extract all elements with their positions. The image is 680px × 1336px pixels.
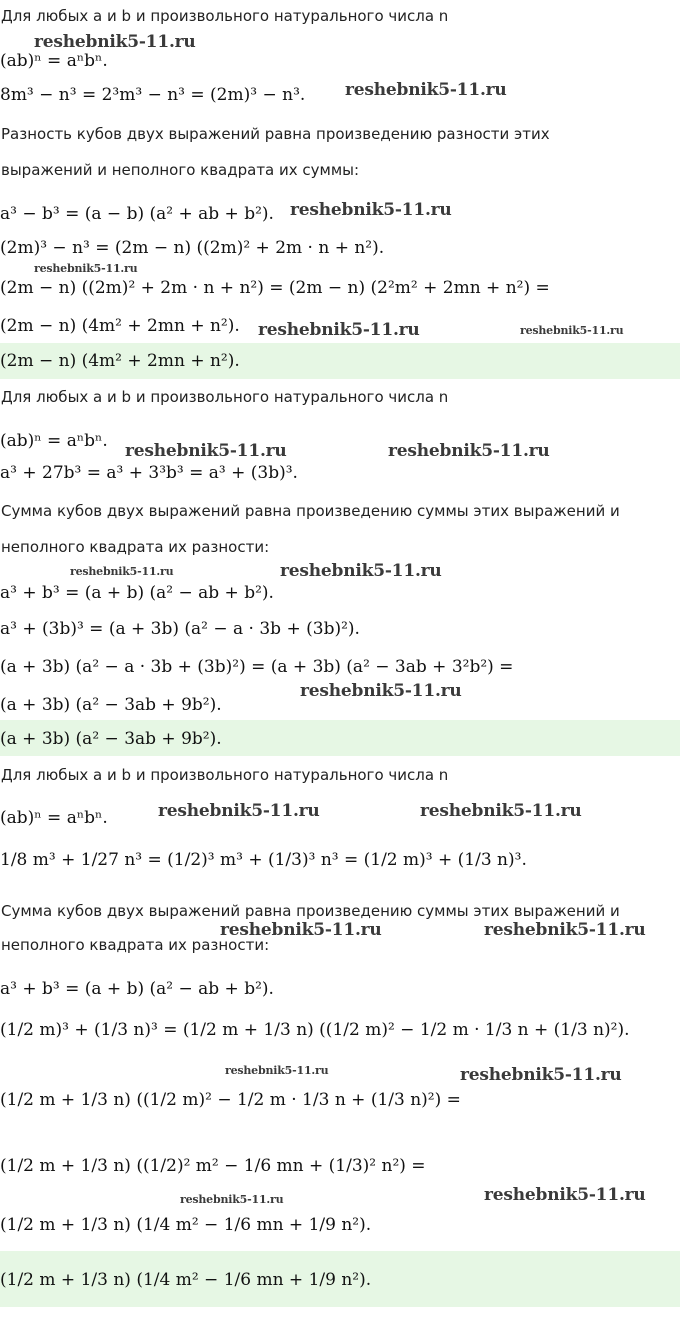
section-3-rewrite: 1/8 m³ + 1/27 n³ = (1/2)³ m³ + (1/3)³ n³ = (1/2 m)³ + (1/3 n)³. [0,850,527,870]
section-1-answer: (2m − n) (4m² + 2mn + n²). [0,351,240,371]
watermark: reshebnik5-11.ru [70,565,174,578]
section-2-step-2: (a + 3b) (a² − a · 3b + (3b)²) = (a + 3b) (a² − 3ab + 3²b²) = [0,657,514,677]
watermark: reshebnik5-11.ru [34,262,138,275]
section-3-rule-line-2: неполного квадрата их разности: [1,936,270,954]
section-1-identity: (ab)ⁿ = aⁿbⁿ. [0,51,108,71]
section-2-answer: (a + 3b) (a² − 3ab + 9b²). [0,729,222,749]
section-3-answer: (1/2 m + 1/3 n) (1/4 m² − 1/6 mn + 1/9 n²). [0,1270,372,1290]
watermark: reshebnik5-11.ru [158,801,320,821]
watermark: reshebnik5-11.ru [180,1193,284,1206]
section-3-rule-line-1: Сумма кубов двух выражений равна произведению суммы этих выражений и [1,902,620,920]
section-3-step-3: (1/2 m + 1/3 n) ((1/2)² m² − 1/6 mn + (1/3)² n²) = [0,1156,426,1176]
watermark: reshebnik5-11.ru [420,801,582,821]
watermark: reshebnik5-11.ru [225,1064,329,1077]
watermark: reshebnik5-11.ru [220,920,382,940]
section-2-formula: a³ + b³ = (a + b) (a² − ab + b²). [0,583,274,603]
section-2-step-1: a³ + (3b)³ = (a + 3b) (a² − a · 3b + (3b)²). [0,619,360,639]
section-3-step-2: (1/2 m + 1/3 n) ((1/2 m)² − 1/2 m · 1/3 n + (1/3 n)²) = [0,1090,461,1110]
section-3-step-4: (1/2 m + 1/3 n) (1/4 m² − 1/6 mn + 1/9 n²). [0,1215,372,1235]
section-1-intro: Для любых a и b и произвольного натурального числа n [1,7,449,25]
watermark: reshebnik5-11.ru [258,320,420,340]
watermark: reshebnik5-11.ru [520,324,624,337]
watermark: reshebnik5-11.ru [460,1065,622,1085]
watermark: reshebnik5-11.ru [280,561,442,581]
section-3-step-1: (1/2 m)³ + (1/3 n)³ = (1/2 m + 1/3 n) ((1/2 m)² − 1/2 m · 1/3 n + (1/3 n)²). [0,1020,630,1040]
watermark: reshebnik5-11.ru [345,80,507,100]
watermark: reshebnik5-11.ru [388,441,550,461]
section-1-formula: a³ − b³ = (a − b) (a² + ab + b²). [0,204,274,224]
watermark: reshebnik5-11.ru [300,681,462,701]
section-1-rule-line-1: Разность кубов двух выражений равна произведению разности этих [1,125,550,143]
section-2-identity: (ab)ⁿ = aⁿbⁿ. [0,431,108,451]
watermark: reshebnik5-11.ru [484,920,646,940]
watermark: reshebnik5-11.ru [290,200,452,220]
section-1-step-2: (2m − n) ((2m)² + 2m · n + n²) = (2m − n) (2²m² + 2mn + n²) = [0,278,550,298]
section-2-rewrite: a³ + 27b³ = a³ + 3³b³ = a³ + (3b)³. [0,463,298,483]
section-2-rule-line-2: неполного квадрата их разности: [1,538,270,556]
section-2-intro: Для любых a и b и произвольного натурального числа n [1,388,449,406]
section-1-step-1: (2m)³ − n³ = (2m − n) ((2m)² + 2m · n + n²). [0,238,385,258]
section-1-rewrite: 8m³ − n³ = 2³m³ − n³ = (2m)³ − n³. [0,85,306,105]
section-3-formula: a³ + b³ = (a + b) (a² − ab + b²). [0,979,274,999]
watermark: reshebnik5-11.ru [34,32,196,52]
section-1-rule-line-2: выражений и неполного квадрата их суммы: [1,161,360,179]
section-3-identity: (ab)ⁿ = aⁿbⁿ. [0,808,108,828]
watermark: reshebnik5-11.ru [484,1185,646,1205]
section-1-step-3: (2m − n) (4m² + 2mn + n²). [0,316,240,336]
watermark: reshebnik5-11.ru [125,441,287,461]
section-2-rule-line-1: Сумма кубов двух выражений равна произведению суммы этих выражений и [1,502,620,520]
section-3-intro: Для любых a и b и произвольного натурального числа n [1,766,449,784]
section-2-step-3: (a + 3b) (a² − 3ab + 9b²). [0,695,222,715]
